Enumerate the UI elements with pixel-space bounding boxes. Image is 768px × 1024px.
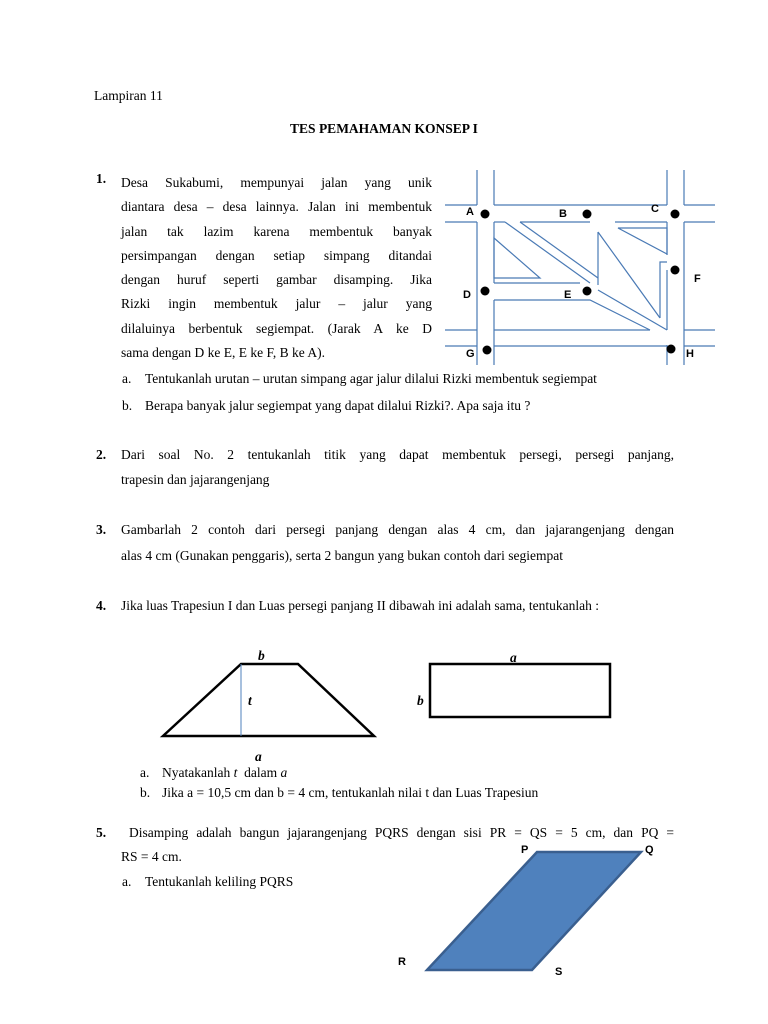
point-d-dot xyxy=(481,287,490,296)
page-title: TES PEMAHAMAN KONSEP I xyxy=(290,121,478,136)
point-h-dot xyxy=(667,345,676,354)
q4a-text-mid: dalam xyxy=(237,765,281,780)
parallelogram-label-s: S xyxy=(555,966,563,978)
q3-number: 3. xyxy=(96,522,107,537)
q1a-text: Tentukanlah urutan – urutan simpang agar jalur dilalui Rizki membentuk segiempat xyxy=(145,371,597,386)
q2-number: 2. xyxy=(96,447,107,462)
point-a-dot xyxy=(481,210,490,219)
intersection-dots xyxy=(481,210,680,355)
q1-line: diantara desa – desa lainnya. Jalan ini membentuk xyxy=(121,199,432,215)
q5a-text: Tentukanlah keliling PQRS xyxy=(145,874,294,889)
q3-line2: alas 4 cm (Gunakan penggaris), serta 2 bangun yang bukan contoh dari segiempat xyxy=(121,548,563,563)
parallelogram-figure xyxy=(420,845,650,975)
q4b-marker: b. xyxy=(140,785,151,800)
q4a-text-pre: Nyatakanlah xyxy=(162,765,234,780)
parallelogram-label-p: P xyxy=(521,844,529,856)
q3-line1: Gambarlah 2 contoh dari persegi panjang dengan alas 4 cm, dan jajarangenjang dengan xyxy=(121,522,674,537)
map-label-a: A xyxy=(466,206,474,218)
q1-line: sama dengan D ke E, E ke F, B ke A). xyxy=(121,345,325,361)
parallelogram-label-r: R xyxy=(398,956,406,968)
map-label-c: C xyxy=(651,203,659,215)
point-g-dot xyxy=(483,346,492,355)
trapezoid-label-t: t xyxy=(248,693,252,708)
map-label-h: H xyxy=(686,348,694,360)
q4a-marker: a. xyxy=(140,765,150,780)
map-label-d: D xyxy=(463,289,471,301)
map-label-e: E xyxy=(564,289,572,301)
point-f-dot xyxy=(671,266,680,275)
q1-line: dilaluinya berbentuk segiempat. (Jarak A ke D xyxy=(121,320,432,336)
rectangle-figure xyxy=(425,660,615,720)
q5a-marker: a. xyxy=(122,874,132,889)
q1-text xyxy=(121,171,432,365)
q5-line1: Disamping adalah bangun jajarangenjang PQRS dengan sisi PR = QS = 5 cm, dan PQ = xyxy=(121,825,674,840)
rectangle-shape xyxy=(430,664,610,717)
parallelogram-pqrs xyxy=(427,852,641,970)
q4-line1: Jika luas Trapesiun I dan Luas persegi panjang II dibawah ini adalah sama, tentukanlah : xyxy=(121,598,599,613)
trapezoid-figure xyxy=(150,655,390,745)
appendix-label: Lampiran 11 xyxy=(94,88,163,103)
map-label-b: B xyxy=(559,208,567,220)
q1-line: jalan tak lazim karena membentuk banyak xyxy=(121,223,432,239)
parallelogram-label-q: Q xyxy=(645,844,654,856)
q1b-text: Berapa banyak jalur segiempat yang dapat dilalui Rizki?. Apa saja itu ? xyxy=(145,398,531,413)
point-c-dot xyxy=(671,210,680,219)
q1-line: dengan huruf seperti gambar disamping. Jika xyxy=(121,272,432,288)
trapezoid-shape xyxy=(163,664,374,736)
map-label-f: F xyxy=(694,273,701,285)
q1a-marker: a. xyxy=(122,371,132,386)
q5-line2: RS = 4 cm. xyxy=(121,849,182,864)
q4a-var-a: a xyxy=(280,765,288,780)
trapezoid-label-b: b xyxy=(258,648,265,663)
q4-number: 4. xyxy=(96,598,107,613)
q2-line1: Dari soal No. 2 tentukanlah titik yang dapat membentuk persegi, persegi panjang, xyxy=(121,447,674,462)
map-label-g: G xyxy=(466,348,475,360)
q1-line: Desa Sukabumi, mempunyai jalan yang unik xyxy=(121,175,432,190)
rectangle-label-b: b xyxy=(417,693,424,708)
q1-line: persimpangan dengan setiap simpang ditandai xyxy=(121,247,432,263)
q1-number: 1. xyxy=(96,171,107,186)
road-map-diagram xyxy=(445,168,715,368)
point-b-dot xyxy=(583,210,592,219)
trapezoid-label-a: a xyxy=(255,749,262,764)
point-e-dot xyxy=(583,287,592,296)
q1-line: Rizki ingin membentuk jalur – jalur yang xyxy=(121,296,432,312)
q5-number: 5. xyxy=(96,825,107,840)
q2-line2: trapesin dan jajarangenjang xyxy=(121,472,270,487)
q4b-text: Jika a = 10,5 cm dan b = 4 cm, tentukanlah nilai t dan Luas Trapesiun xyxy=(162,785,539,800)
q1b-marker: b. xyxy=(122,398,133,413)
q4a-var-t: t xyxy=(233,765,238,780)
q4a-text xyxy=(162,765,287,781)
rectangle-label-a: a xyxy=(510,650,517,665)
